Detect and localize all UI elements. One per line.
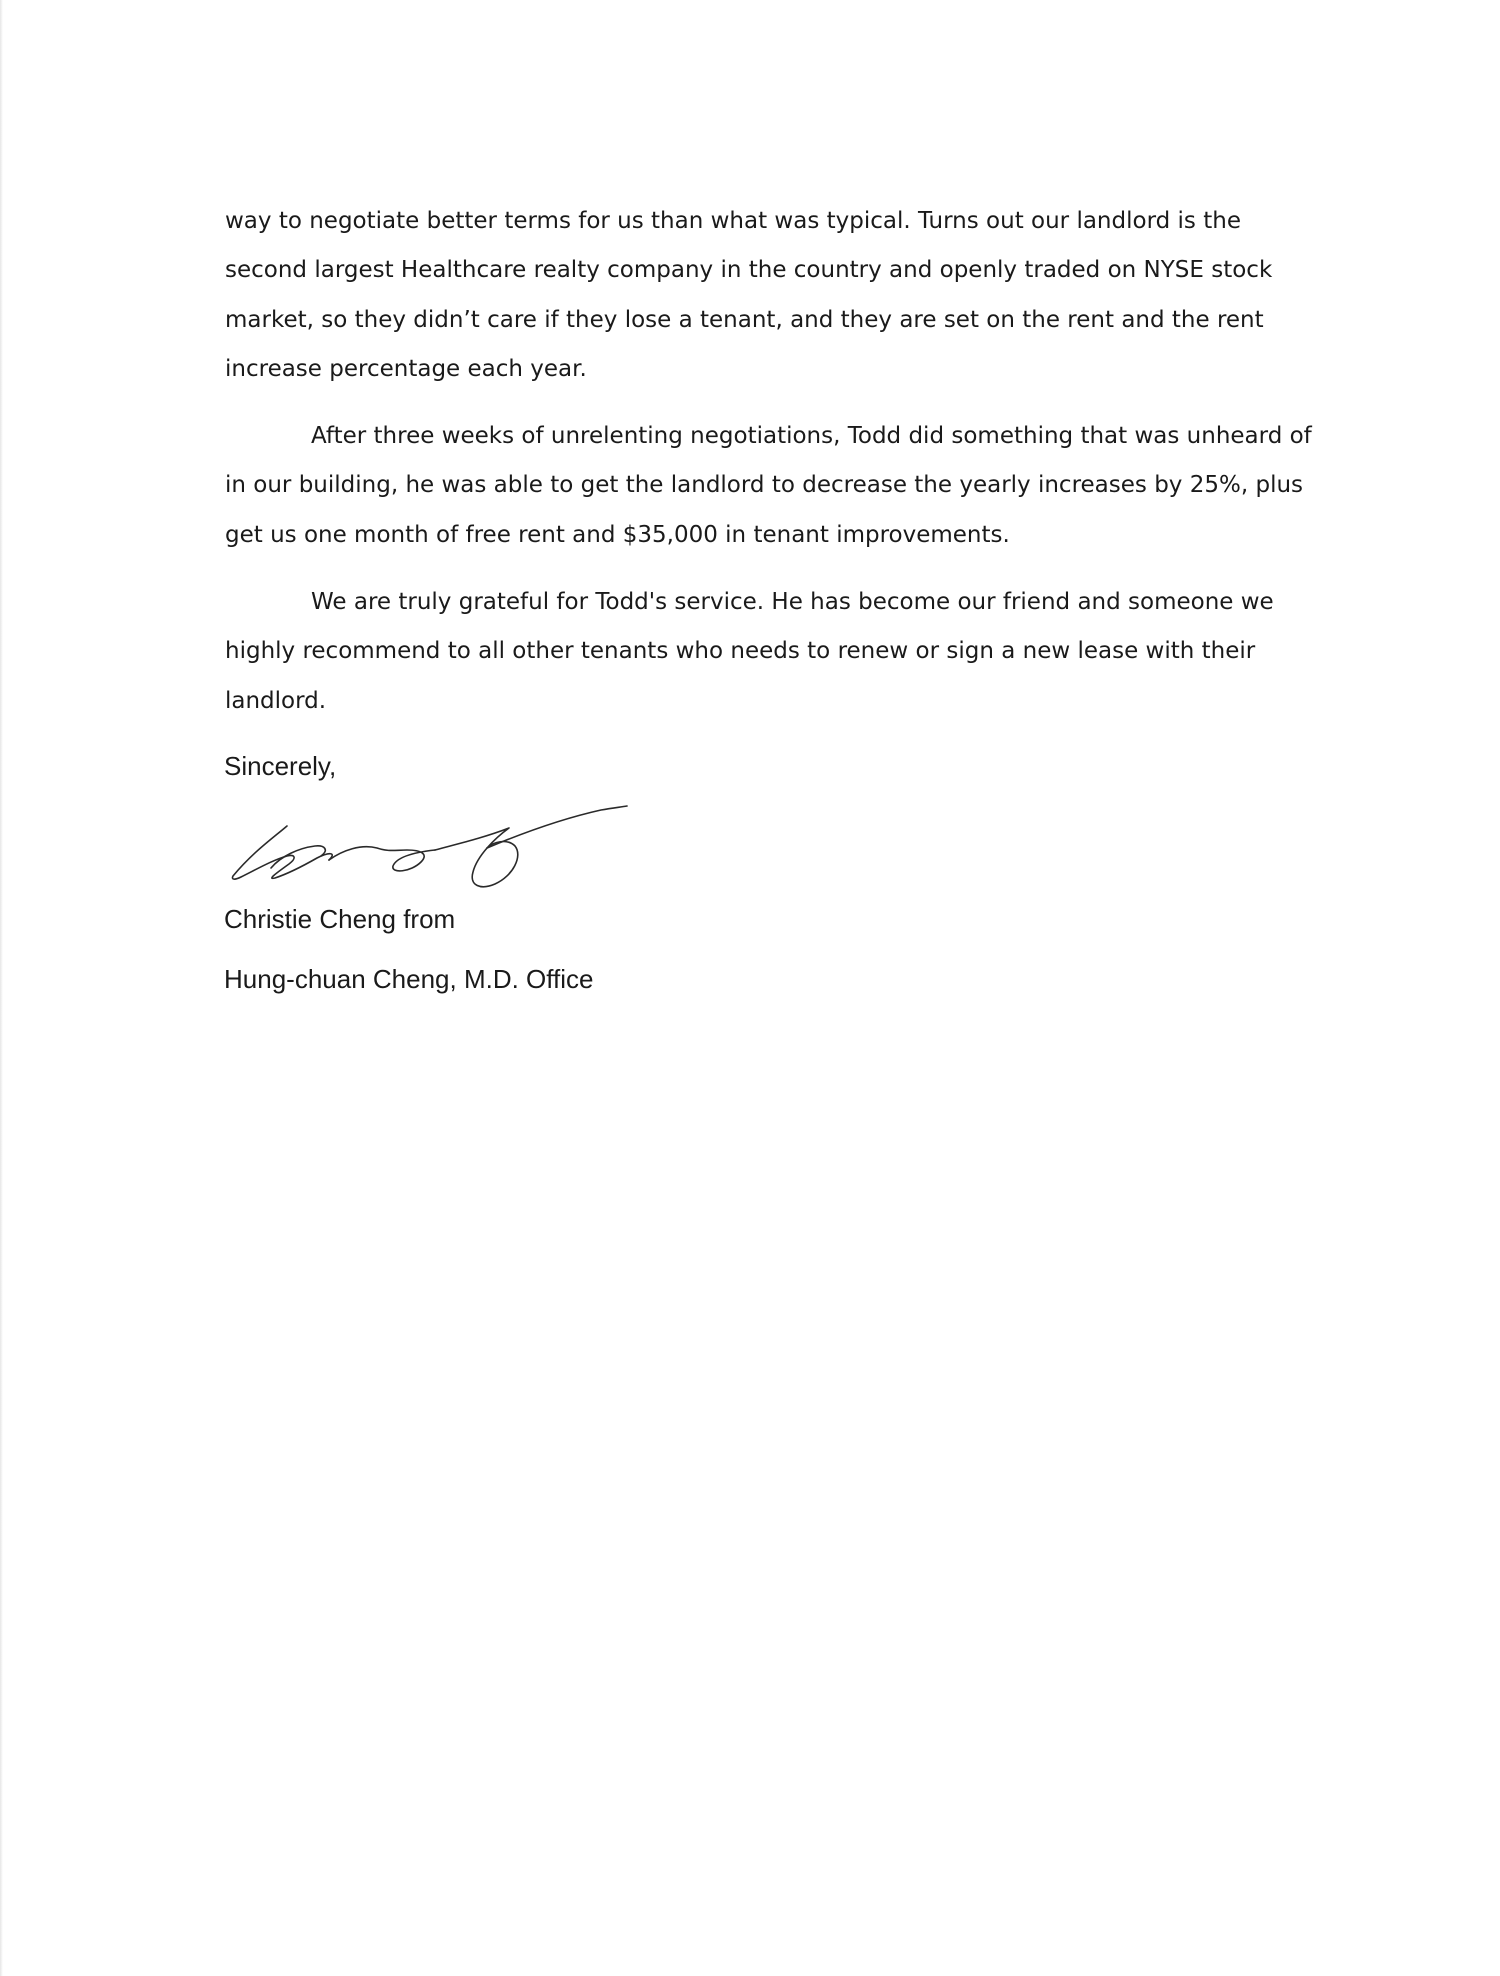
- paragraph-line: highly recommend to all other tenants who needs to renew or sign a new lease with their: [225, 638, 1256, 665]
- page-edge-shadow: [0, 0, 3, 1976]
- signer-name: Christie Cheng from: [224, 904, 456, 934]
- paragraph-line: way to negotiate better terms for us than what was typical. Turns out our landlord is the: [225, 208, 1241, 234]
- signer-office: Hung-chuan Cheng, M.D. Office: [224, 964, 594, 994]
- paragraph-line: second largest Healthcare realty company in the country and openly traded on NYSE stock: [225, 257, 1273, 284]
- handwritten-signature: [225, 798, 635, 898]
- paragraph-line: in our building, he was able to get the landlord to decrease the yearly increases by 25%, plus: [225, 472, 1304, 499]
- paragraph-line: We are truly grateful for Todd's service. He has become our friend and someone we: [311, 589, 1274, 615]
- paragraph-line: After three weeks of unrelenting negotiations, Todd did something that was unheard of: [311, 423, 1312, 449]
- paragraph-line: get us one month of free rent and $35,000 in tenant improvements.: [225, 521, 1010, 548]
- paragraph-line: market, so they didn’t care if they lose a tenant, and they are set on the rent and the rent: [225, 306, 1264, 333]
- paragraph-line: increase percentage each year.: [225, 355, 587, 382]
- paragraph-negotiation-result: [225, 412, 1312, 560]
- paragraph-line: landlord.: [225, 687, 327, 714]
- closing-salutation: Sincerely,: [224, 751, 337, 781]
- paragraph-gratitude: [225, 578, 1305, 726]
- paragraph-negotiation-terms: [225, 197, 1305, 394]
